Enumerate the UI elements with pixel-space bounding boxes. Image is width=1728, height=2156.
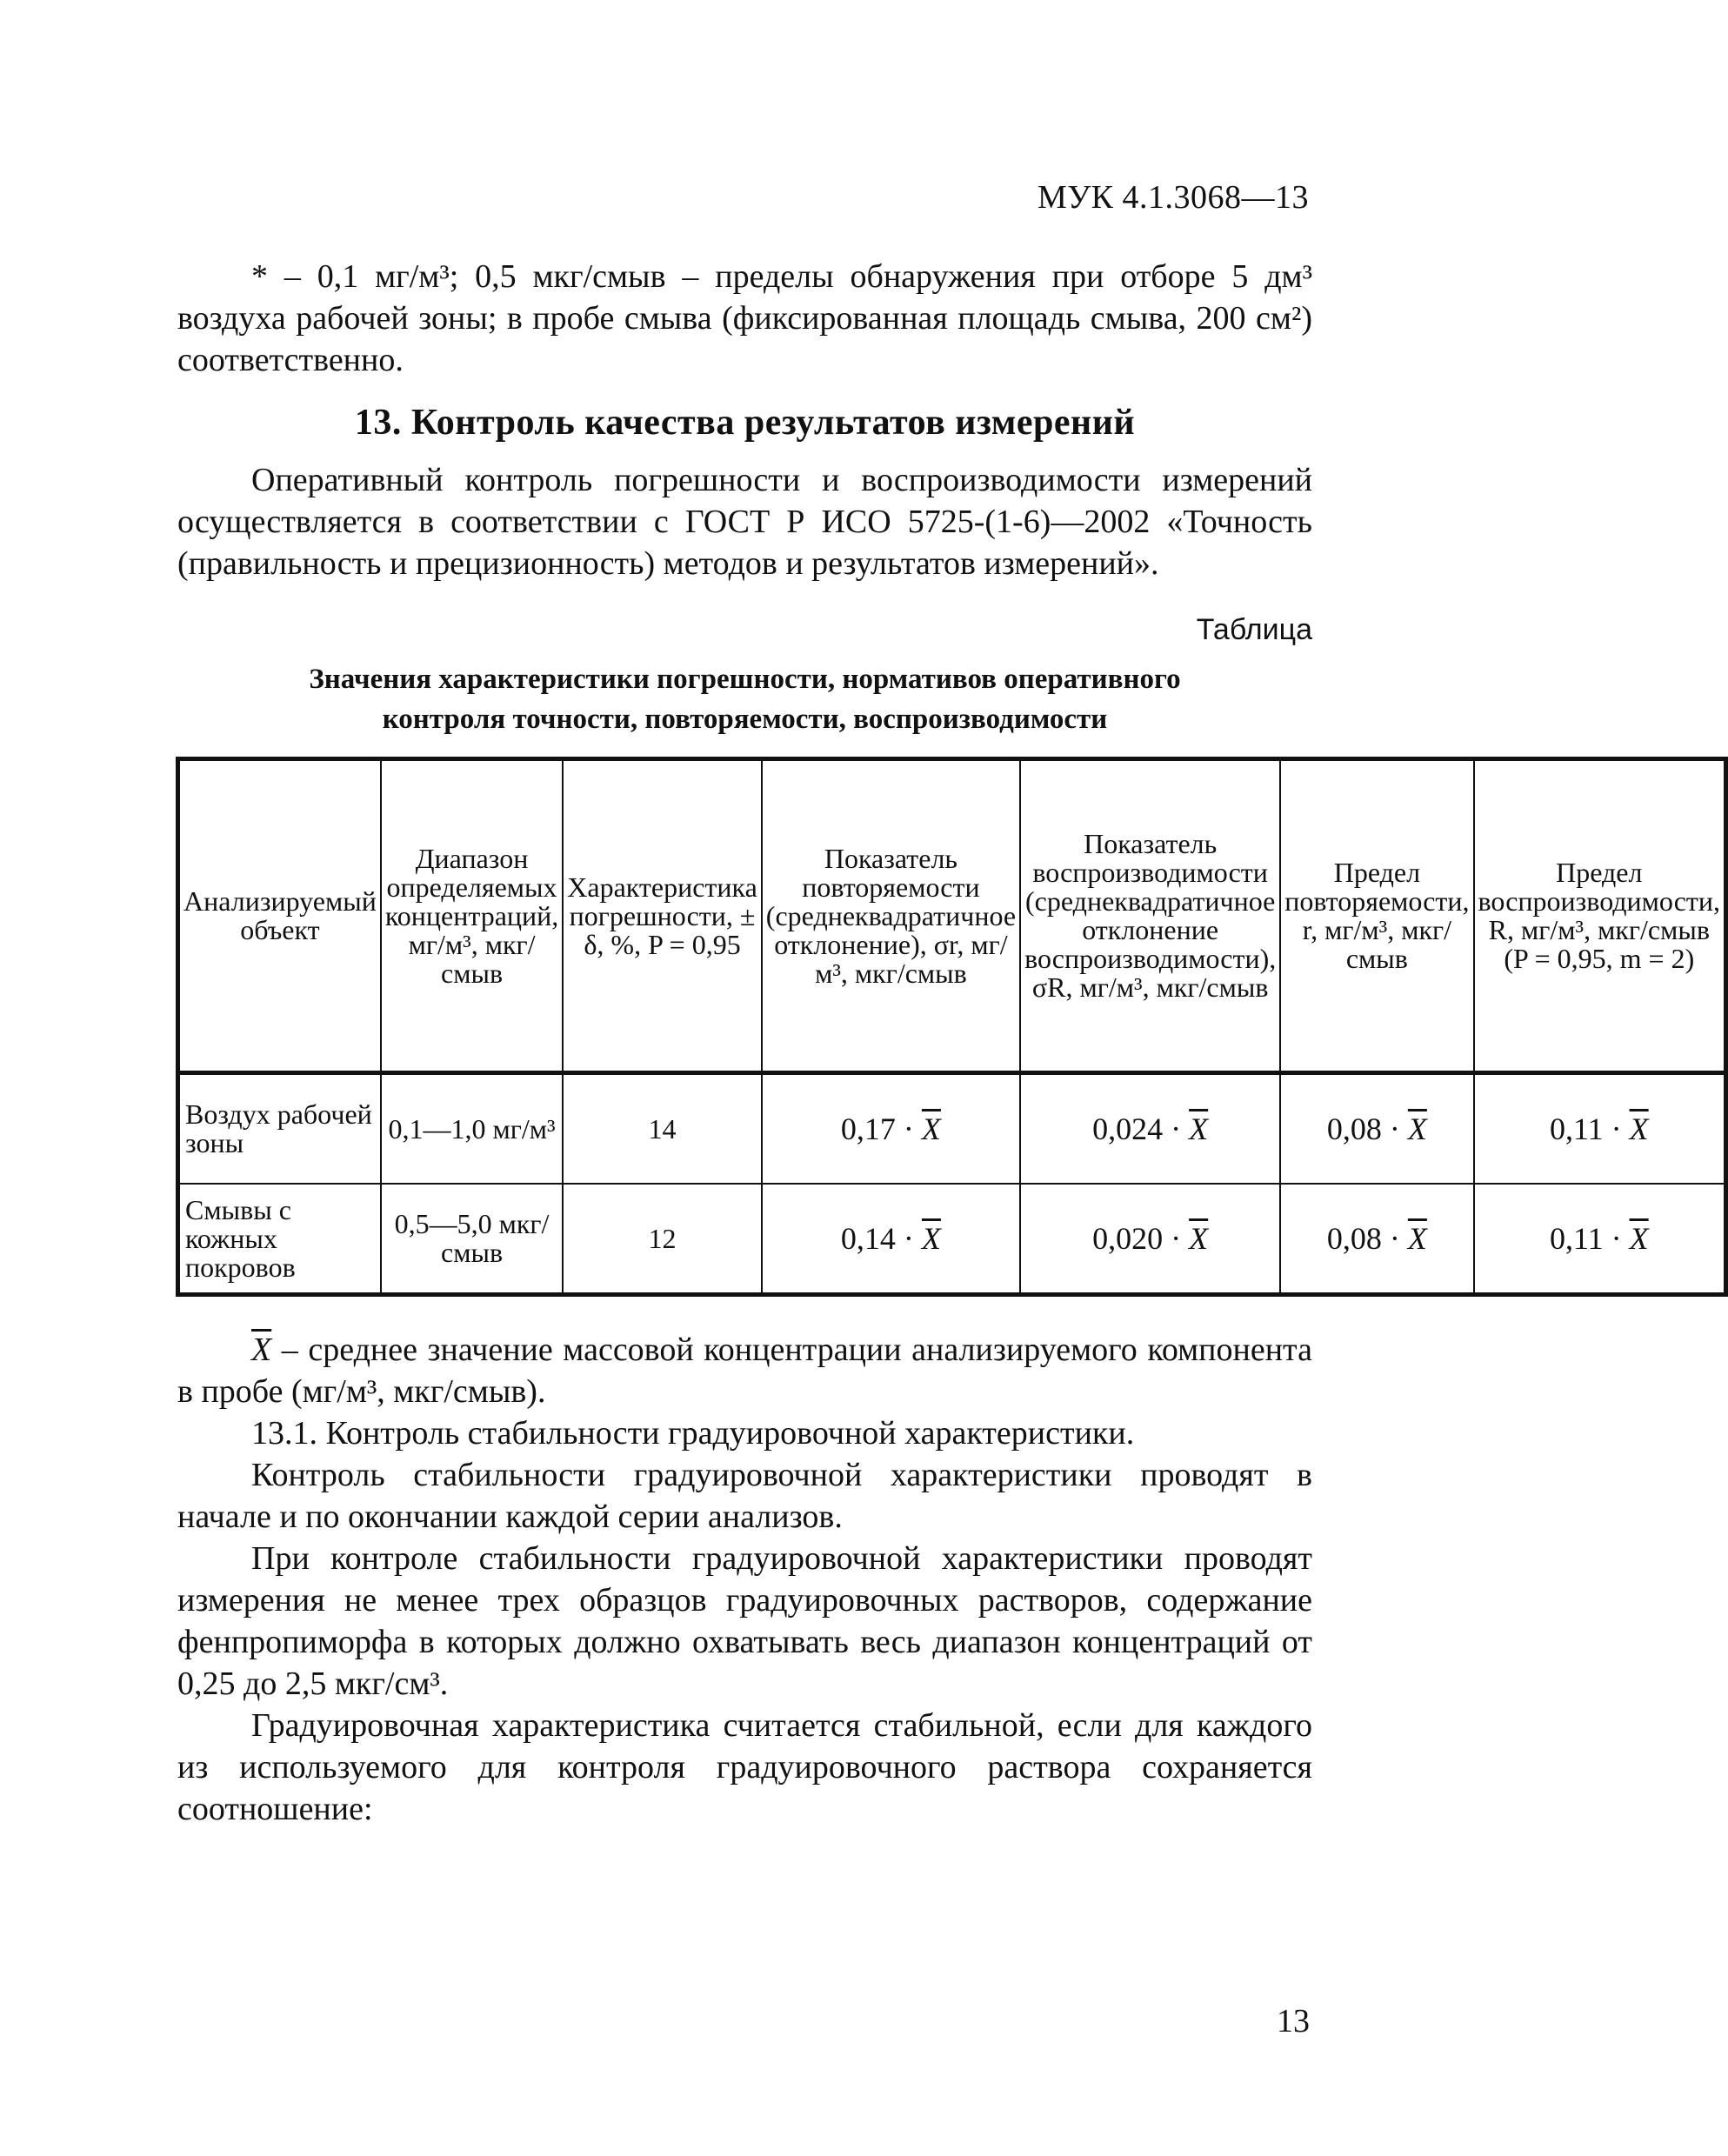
table-row bbox=[178, 1073, 1726, 1185]
intro-paragraph: Оперативный контроль погрешности и воспроизводимости измерений осуществляется в соответствии с ГОСТ Р ИСО 5725-(1-6)—2002 «Точность (правильность и прецизионность) методов и результатов измерений». bbox=[177, 462, 1312, 582]
x-bar-symbol: $\overline{X}$ bbox=[1629, 1111, 1649, 1146]
header-reproducibility-limit: Предел воспроизводимости, R, мг/м³, мкг/смыв (P = 0,95, m = 2) bbox=[1474, 759, 1726, 1073]
x-bar-symbol: $\overline{X}$ bbox=[921, 1220, 941, 1256]
footnote-text: * – 0,1 мг/м³; 0,5 мкг/смыв – пределы обнаружения при отборе 5 дм³ воздуха рабочей зоны; в пробе смыва (фиксированная площадь смыва, 200 см²) соответственно. bbox=[177, 258, 1312, 378]
coef: 0,08 · bbox=[1326, 1111, 1400, 1146]
header-repeatability-limit: Предел повторяемости, r, мг/м³, мкг/смыв bbox=[1280, 759, 1473, 1073]
table-header-row bbox=[178, 759, 1726, 1073]
header-range: Диапазон определяемых концентраций, мг/м³, мкг/смыв bbox=[381, 759, 563, 1073]
cell-R bbox=[1474, 1073, 1726, 1185]
metrology-table bbox=[176, 757, 1728, 1297]
detection-limits-footnote bbox=[177, 256, 1312, 381]
coef: 0,08 · bbox=[1326, 1220, 1400, 1256]
xbar-definition-text: – среднее значение массовой концентрации анализируемого компонента в пробе (мг/м³, мкг/смыв). bbox=[177, 1332, 1312, 1410]
xbar-definition bbox=[177, 1329, 1312, 1412]
header-sigma-R: Показатель воспроизводимости (среднеквадратичное отклонение воспроизводимости), σR, мг/м³, мкг/смыв bbox=[1020, 759, 1280, 1073]
x-bar-symbol: $\overline{X}$ bbox=[921, 1111, 941, 1146]
paragraph-calibration-procedure: При контроле стабильности градуировочной характеристики проводят измерения не менее трех образцов градуировочных растворов, содержание фенпропиморфа в которых должно охватывать весь диапазон концентраций от 0,25 до 2,5 мкг/см³. bbox=[177, 1540, 1312, 1702]
table-caption bbox=[177, 659, 1312, 739]
paragraph-calibration-timing: Контроль стабильности градуировочной характеристики проводят в начале и по окончании каждой серии анализов. bbox=[177, 1457, 1312, 1535]
cell-sigma-R bbox=[1020, 1073, 1280, 1185]
table-row bbox=[178, 1184, 1726, 1295]
x-bar-symbol: $\overline{X}$ bbox=[1189, 1220, 1209, 1256]
document-id-header: МУК 4.1.3068—13 bbox=[1037, 179, 1309, 216]
coef: 0,11 · bbox=[1549, 1220, 1622, 1256]
cell-range: 0,1—1,0 мг/м³ bbox=[381, 1073, 563, 1185]
x-bar-symbol: $\overline{X}$ bbox=[1629, 1220, 1649, 1256]
cell-delta: 12 bbox=[563, 1184, 762, 1295]
section-title: 13. Контроль качества результатов измерений bbox=[354, 403, 1136, 443]
intro-paragraph-block bbox=[177, 459, 1312, 584]
table-caption-line-2: контроля точности, повторяемости, воспроизводимости bbox=[382, 704, 1108, 735]
header-object: Анализируемый объект bbox=[178, 759, 381, 1073]
coef: 0,11 · bbox=[1549, 1111, 1622, 1146]
coef: 0,17 · bbox=[840, 1111, 914, 1146]
cell-sigma-R bbox=[1020, 1184, 1280, 1295]
subsection-13-1: 13.1. Контроль стабильности градуировочной характеристики. bbox=[251, 1415, 1135, 1452]
header-delta: Характеристика погрешности, ± δ, %, P = 0,95 bbox=[563, 759, 762, 1073]
cell-sigma-r bbox=[762, 1184, 1020, 1295]
cell-R bbox=[1474, 1184, 1726, 1295]
coef: 0,14 · bbox=[840, 1220, 914, 1256]
coef: 0,024 · bbox=[1092, 1111, 1182, 1146]
cell-sigma-r bbox=[762, 1073, 1020, 1185]
x-bar-symbol: $\overline{X}$ bbox=[251, 1332, 272, 1368]
x-bar-symbol: $\overline{X}$ bbox=[1189, 1111, 1209, 1146]
cell-r bbox=[1280, 1184, 1473, 1295]
x-bar-symbol: $\overline{X}$ bbox=[1407, 1111, 1427, 1146]
cell-object: Воздух рабочей зоны bbox=[178, 1073, 381, 1185]
post-table-text bbox=[177, 1329, 1312, 1830]
header-sigma-r: Показатель повторяемости (среднеквадратичное отклонение), σr, мг/м³, мкг/смыв bbox=[762, 759, 1020, 1073]
paragraph-stability-condition: Градуировочная характеристика считается стабильной, если для каждого из используемого для контроля градуировочного раствора сохраняется соотношение: bbox=[177, 1707, 1312, 1827]
cell-delta: 14 bbox=[563, 1073, 762, 1185]
cell-r bbox=[1280, 1073, 1473, 1185]
cell-object: Смывы с кожных покровов bbox=[178, 1184, 381, 1295]
coef: 0,020 · bbox=[1092, 1220, 1182, 1256]
cell-range: 0,5—5,0 мкг/смыв bbox=[381, 1184, 563, 1295]
table-label: Таблица bbox=[1196, 613, 1312, 646]
page-number: 13 bbox=[1277, 2003, 1310, 2039]
x-bar-symbol: $\overline{X}$ bbox=[1407, 1220, 1427, 1256]
table-caption-line-1: Значения характеристики погрешности, нормативов оперативного bbox=[309, 664, 1181, 695]
